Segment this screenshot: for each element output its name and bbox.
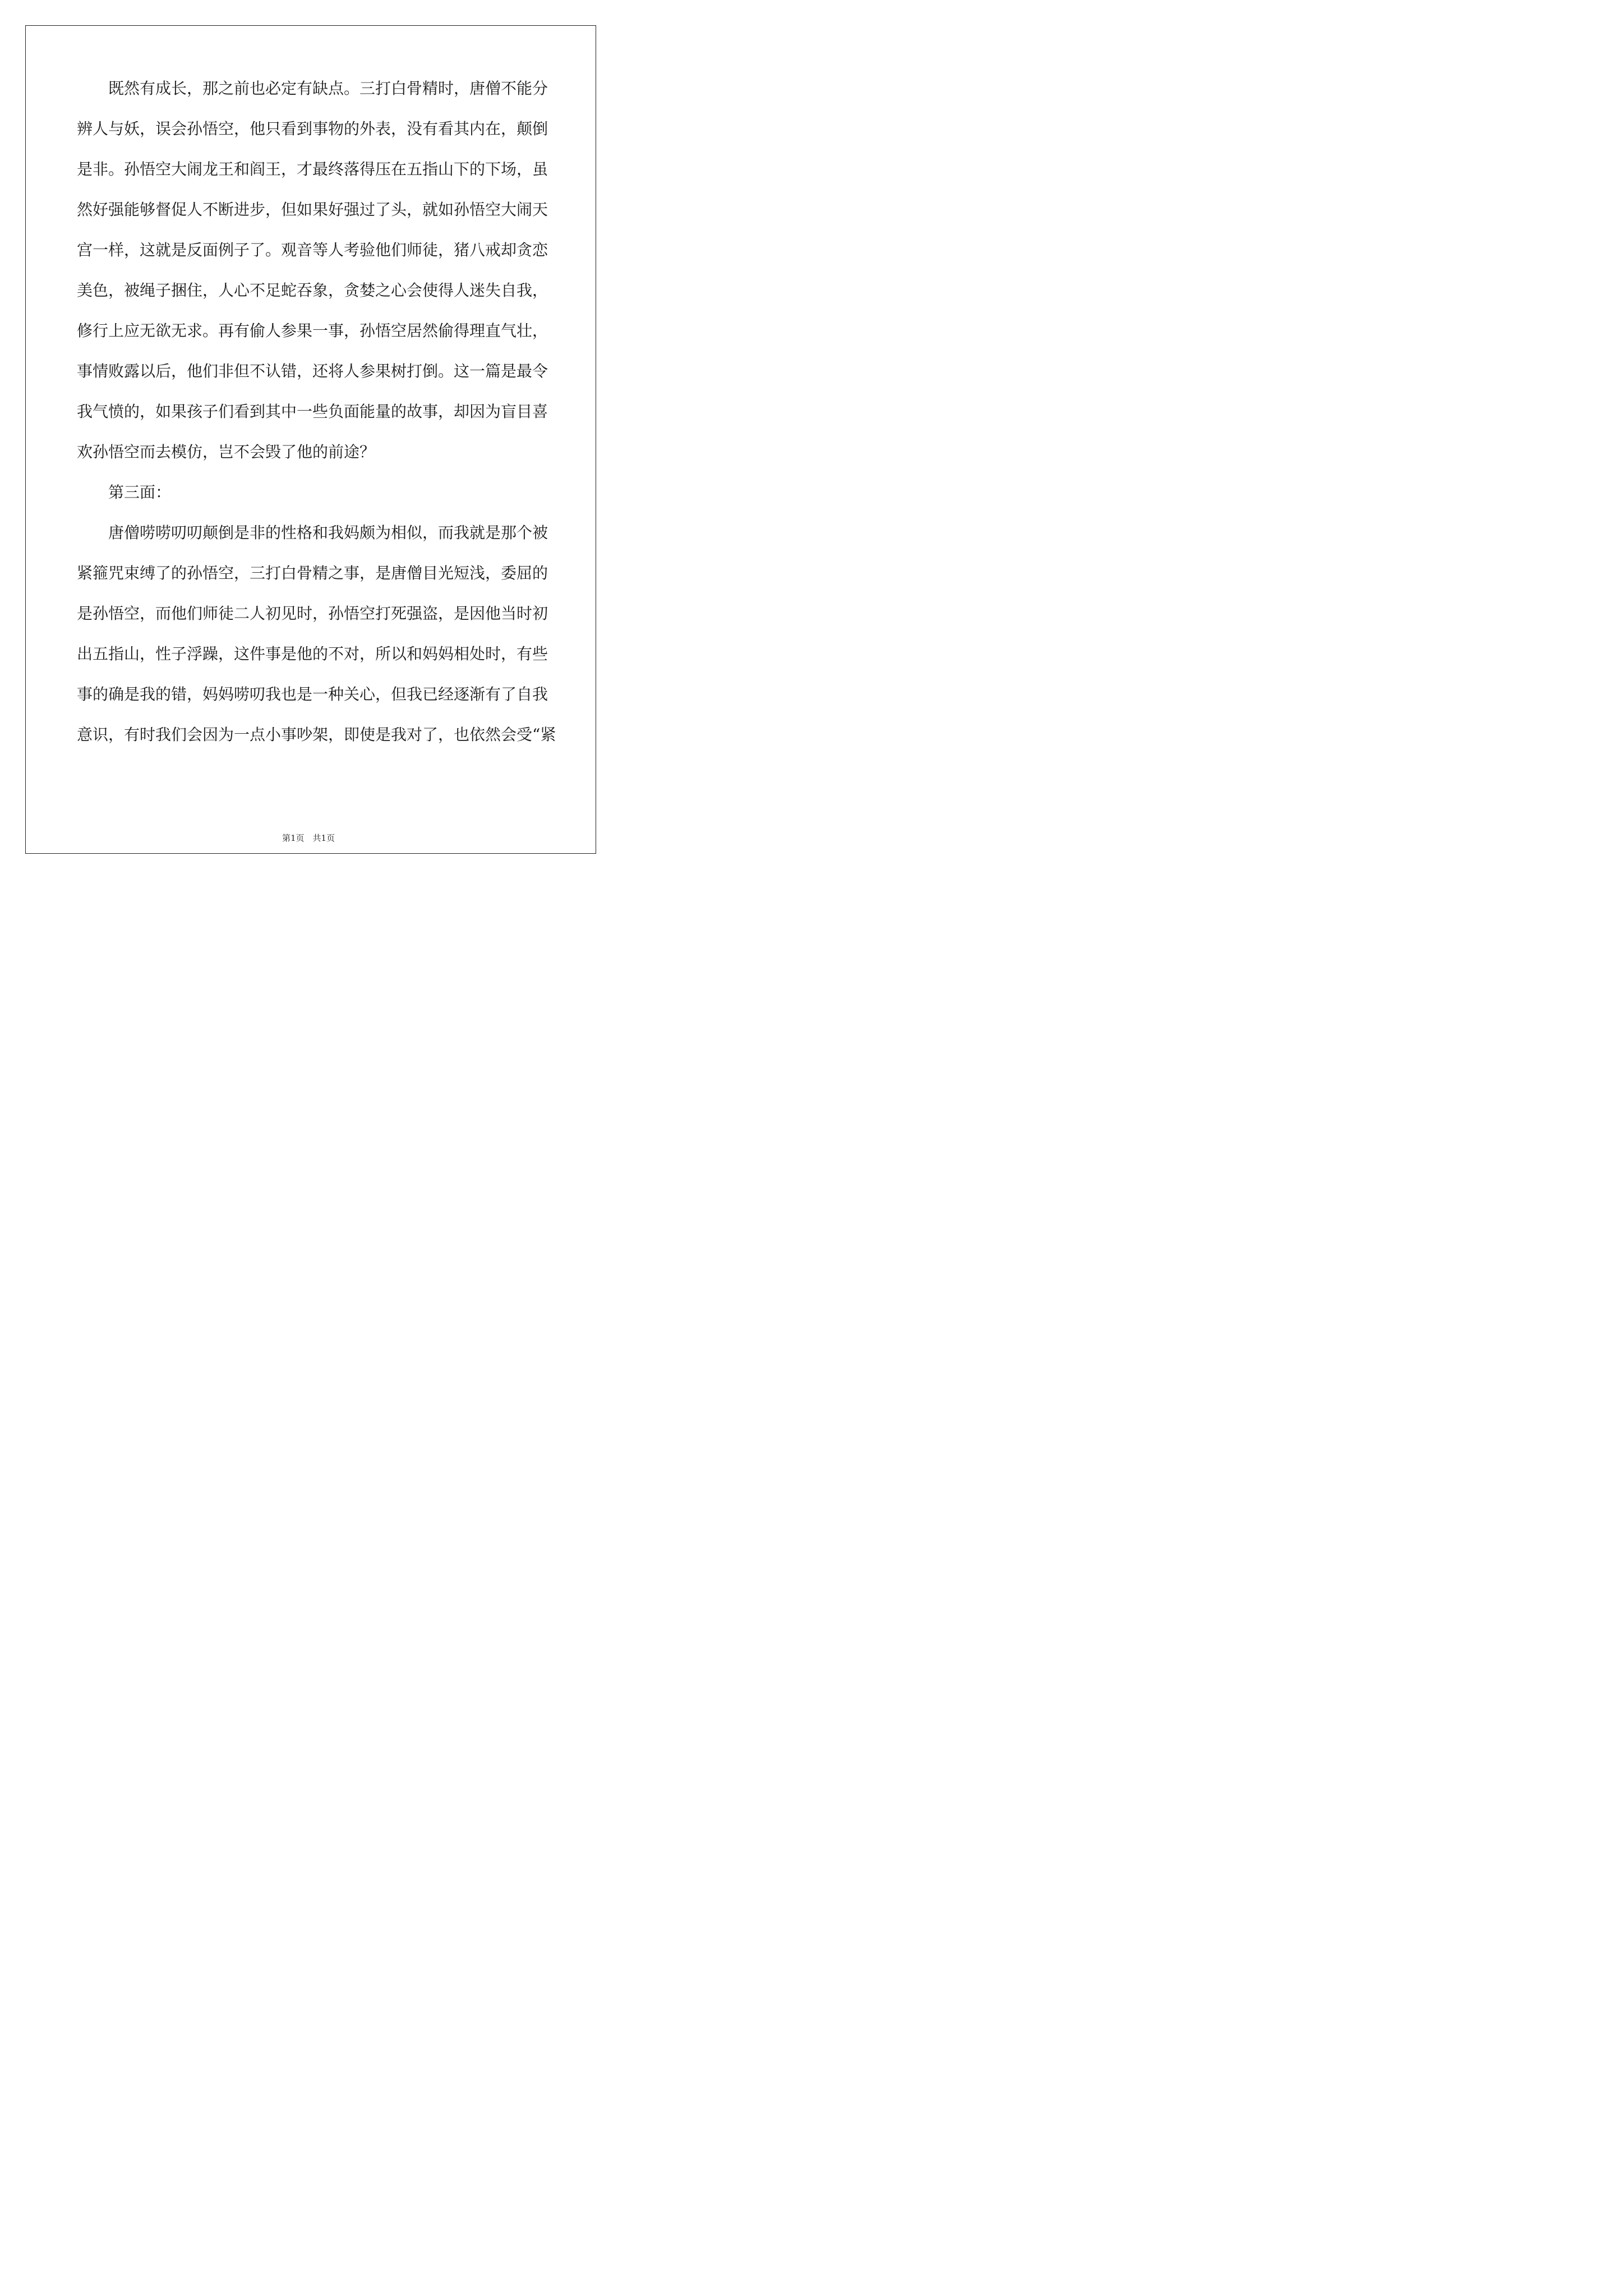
paragraph-2-line-2: 紧箍咒束缚了的孙悟空，三打白骨精之事，是唐僧目光短浅，委屈的 (77, 564, 548, 582)
paragraph-1-line-1: 既然有成长，那之前也必定有缺点。三打白骨精时，唐僧不能分 (108, 79, 548, 98)
paragraph-1-line-9: 我气愤的，如果孩子们看到其中一些负面能量的故事，却因为盲目喜 (77, 402, 548, 421)
paragraph-1-line-6: 美色，被绳子捆住，人心不足蛇吞象，贪婪之心会使得人迷失自我， (77, 281, 548, 300)
paragraph-1-line-8: 事情败露以后，他们非但不认错，还将人参果树打倒。这一篇是最令 (77, 362, 548, 380)
document-page (0, 0, 617, 873)
paragraph-1-line-7: 修行上应无欲无求。再有偷人参果一事，孙悟空居然偷得理直气壮， (77, 321, 548, 340)
page-number-footer: 第1页 共1页 (282, 833, 335, 843)
paragraph-2-line-1: 唐僧唠唠叨叨颠倒是非的性格和我妈颇为相似，而我就是那个被 (108, 523, 548, 542)
paragraph-2-line-6: 意识，有时我们会因为一点小事吵架，即使是我对了，也依然会受“紧 (77, 725, 556, 744)
paragraph-1-line-2: 辨人与妖，误会孙悟空，他只看到事物的外表，没有看其内在，颠倒 (77, 119, 548, 138)
paragraph-1-line-3: 是非。孙悟空大闹龙王和阎王，才最终落得压在五指山下的下场，虽 (77, 160, 548, 178)
paragraph-1-line-4: 然好强能够督促人不断进步，但如果好强过了头，就如孙悟空大闹天 (77, 200, 548, 219)
paragraph-2-line-5: 事的确是我的错，妈妈唠叨我也是一种关心，但我已经逐渐有了自我 (77, 685, 548, 703)
paragraph-1-line-5: 宫一样，这就是反面例子了。观音等人考验他们师徒，猪八戒却贪恋 (77, 241, 548, 259)
paragraph-2-line-3: 是孙悟空，而他们师徒二人初见时，孙悟空打死强盗，是因他当时初 (77, 604, 548, 623)
paragraph-2-line-4: 出五指山，性子浮躁，这件事是他的不对，所以和妈妈相处时，有些 (77, 645, 548, 663)
section-heading: 第三面： (108, 483, 172, 501)
paragraph-1-line-10: 欢孙悟空而去模仿，岂不会毁了他的前途？ (77, 443, 376, 461)
